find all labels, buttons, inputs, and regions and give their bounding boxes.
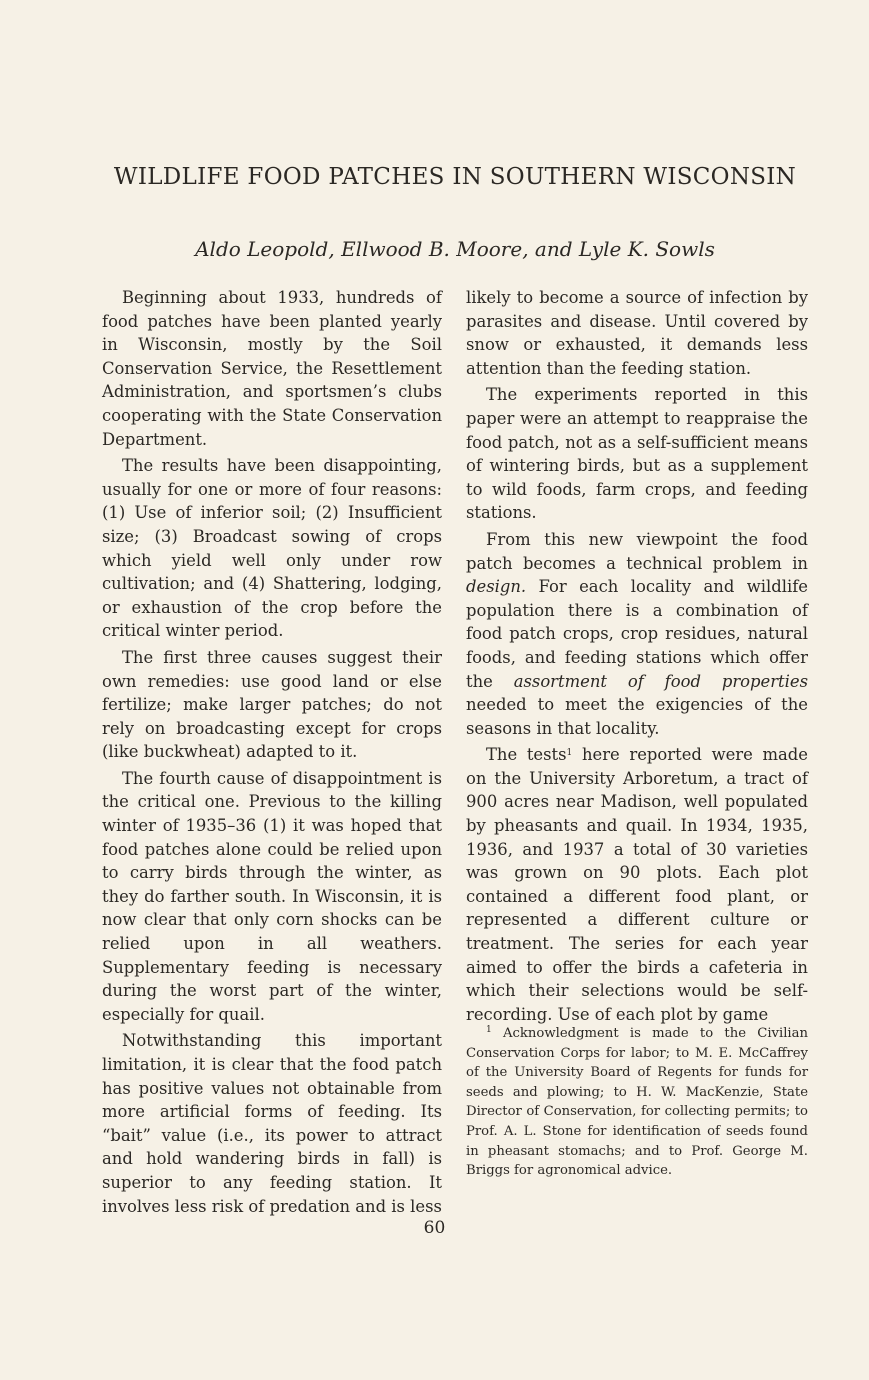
left-column <box>102 286 442 1218</box>
right-column <box>466 286 808 1026</box>
article-authors: Aldo Leopold, Ellwood B. Moore, and Lyle K. Sowls <box>195 237 715 261</box>
paragraph: The results have been disappointing, usually for one or more of four reasons: (1) Use of inferior soil; (2) Insufficient size; (3) Broadcast sowing of crops which yield well only under row cultivation; and (4) Shattering, lodging, or exhaustion of the crop before the critical winter period. <box>102 456 442 641</box>
footnote-marker: 1 <box>486 1025 492 1035</box>
paragraph-continued: likely to become a source of infection by parasites and disease. Until covered by snow or exhausted, it demands less attention than the feeding station. <box>466 288 808 378</box>
text-run: here reported were made on the University Arboretum, a tract of 900 acres near Madison, well populated by pheasants and quail. In 1934, 1935, 1936, and 1937 a total of 30 varieties was grown on 90 plots. Each plot contained a different food plant, or represented a different culture or treatment. The series for each year aimed to offer the birds a cafeteria in which their selections would be self-recording. Use of each plot by game <box>466 745 808 1024</box>
paragraph: Beginning about 1933, hundreds of food patches have been planted yearly in Wisconsin, mostly by the Soil Conservation Service, the Resettlement Administration, and sportsmen’s clubs cooperating with the State Conservation Department. <box>102 288 442 449</box>
article-title: WILDLIFE FOOD PATCHES IN SOUTHERN WISCONSIN <box>113 164 797 190</box>
text-run: From this new viewpoint the food patch becomes a technical problem in <box>466 529 808 573</box>
text-run: For each locality and wildlife population there is a combination of food patch crops, crop residues, natural foods, and feeding stations which offer the <box>466 577 808 691</box>
footnote-text: Acknowledgment is made to the Civilian Conservation Corps for labor; to M. E. McCaffrey of the University Board of Regents for funds for seeds and plowing; to H. W. MacKenzie, State Director of Conservation, for collecting permits; to Prof. A. L. Stone for identification of seeds found in pheasant stomachs; and to Prof. George M. Briggs for agronomical advice. <box>466 1026 808 1179</box>
paragraph: The experiments reported in this paper were an attempt to reappraise the food patch, not as a self-sufficient means of wintering birds, but as a supplement to wild foods, farm crops, and feeding stations. <box>466 385 808 523</box>
footnote <box>466 1024 808 1181</box>
paragraph: Notwithstanding this important limitation, it is clear that the food patch has positive values not obtainable from more artificial forms of feeding. Its “bait” value (i.e., its power to attract and hold wandering birds in fall) is superior to any feeding station. It involves less risk of predation and is less <box>102 1031 442 1216</box>
text-run: needed to meet the exigencies of the seasons in that locality. <box>466 695 808 738</box>
text-run: The tests <box>486 745 567 765</box>
paragraph <box>466 743 808 1026</box>
paragraph: The fourth cause of disappointment is the critical one. Previous to the killing winter of 1935–36 (1) it was hoped that food patches alone could be relied upon to carry birds through the winter, as they do farther south. In Wisconsin, it is now clear that only corn shocks can be relied upon in all weathers. Supplementary feeding is necessary during the worst part of the winter, especially for quail. <box>102 768 442 1024</box>
italic-term: design. <box>466 577 527 597</box>
paragraph <box>466 528 808 740</box>
footnote-reference: 1 <box>566 748 573 759</box>
page-number: 60 <box>423 1218 446 1238</box>
italic-term: assortment of food properties <box>513 671 808 691</box>
paragraph: The first three causes suggest their own remedies: use good land or else fertilize; make larger patches; do not rely on broadcasting except for crops (like buckwheat) adapted to it. <box>102 647 442 762</box>
